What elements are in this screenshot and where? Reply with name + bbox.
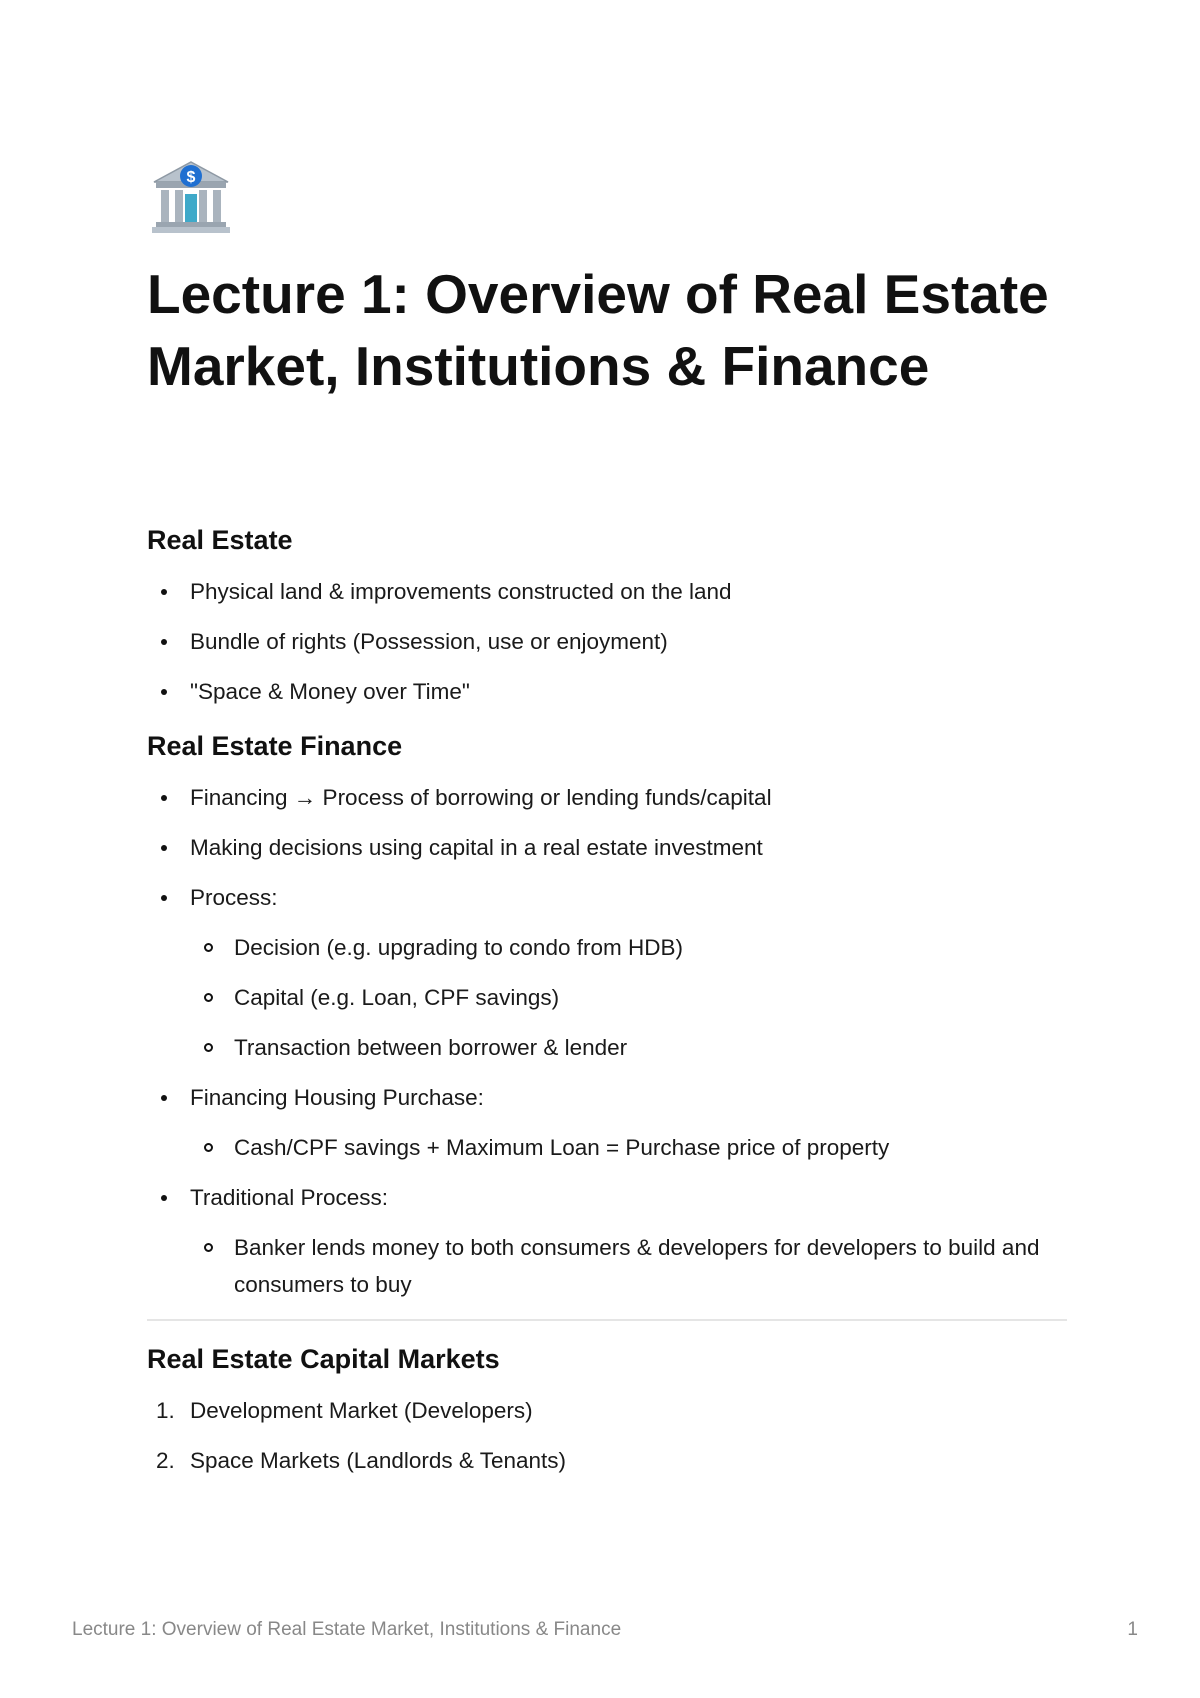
list-item: Traditional Process: Banker lends money to both consumers & developers for developers to build and consumers to buy <box>147 1179 1067 1303</box>
hollow-bullet-icon <box>204 993 213 1002</box>
sub-list <box>190 1229 1067 1303</box>
list-item: Physical land & improvements constructed on the land <box>147 573 1067 610</box>
list-item: "Space & Money over Time" <box>147 673 1067 710</box>
section-heading: Real Estate Capital Markets <box>147 1344 500 1374</box>
item-number: 1. <box>156 1398 175 1423</box>
section-heading: Real Estate Finance <box>147 731 403 761</box>
list-item: Process: Decision (e.g. upgrading to condo from HDB) Capital (e.g. Loan, CPF savings) Transaction between borrower & lender <box>147 879 1067 1066</box>
bullet-icon <box>161 639 167 645</box>
bullet-icon <box>161 589 167 595</box>
hollow-bullet-icon <box>204 1243 213 1252</box>
sub-list-item: Decision (e.g. upgrading to condo from HDB) <box>190 929 1067 966</box>
sub-list-item: Transaction between borrower & lender <box>190 1029 1067 1066</box>
svg-text:$: $ <box>186 169 196 186</box>
numbered-list-item: 1. Development Market (Developers) <box>147 1392 1067 1429</box>
numbered-list <box>147 1392 1067 1479</box>
page-title: Lecture 1: Overview of Real Estate Market, Institutions & Finance <box>147 263 1049 397</box>
sub-list-item: Banker lends money to both consumers & developers for developers to build and consumers to buy <box>190 1229 1067 1303</box>
list-item: Making decisions using capital in a real estate investment <box>147 829 1067 866</box>
hollow-bullet-icon <box>204 1143 213 1152</box>
bullet-icon <box>161 845 167 851</box>
bullet-icon <box>161 689 167 695</box>
item-number: 2. <box>156 1448 175 1473</box>
page-number: 1 <box>1127 1619 1138 1640</box>
divider <box>147 1319 1067 1321</box>
bullet-list <box>147 573 1067 710</box>
section-heading: Real Estate <box>147 525 293 555</box>
hollow-bullet-icon <box>204 1043 213 1052</box>
sub-list <box>190 929 1067 1066</box>
list-item: Bundle of rights (Possession, use or enjoyment) <box>147 623 1067 660</box>
footer-title: Lecture 1: Overview of Real Estate Market, Institutions & Finance <box>72 1619 622 1640</box>
bullet-icon <box>161 795 167 801</box>
list-item: Financing → Process of borrowing or lending funds/capital <box>147 779 1067 816</box>
bullet-icon <box>161 895 167 901</box>
sub-list-item: Capital (e.g. Loan, CPF savings) <box>190 979 1067 1016</box>
list-item: Financing Housing Purchase: Cash/CPF savings + Maximum Loan = Purchase price of property <box>147 1079 1067 1166</box>
bullet-icon <box>161 1095 167 1101</box>
section-real-estate <box>147 520 1067 710</box>
hollow-bullet-icon <box>204 943 213 952</box>
bullet-list <box>147 779 1067 1303</box>
sub-list <box>190 1129 1067 1166</box>
sub-list-item: Cash/CPF savings + Maximum Loan = Purchase price of property <box>190 1129 1067 1166</box>
bullet-icon <box>161 1195 167 1201</box>
bank-icon <box>148 156 234 242</box>
numbered-list-item: 2. Space Markets (Landlords & Tenants) <box>147 1442 1067 1479</box>
section-capital-markets <box>147 1339 1067 1479</box>
section-real-estate-finance <box>147 726 1067 1303</box>
document-body <box>147 520 1067 1479</box>
